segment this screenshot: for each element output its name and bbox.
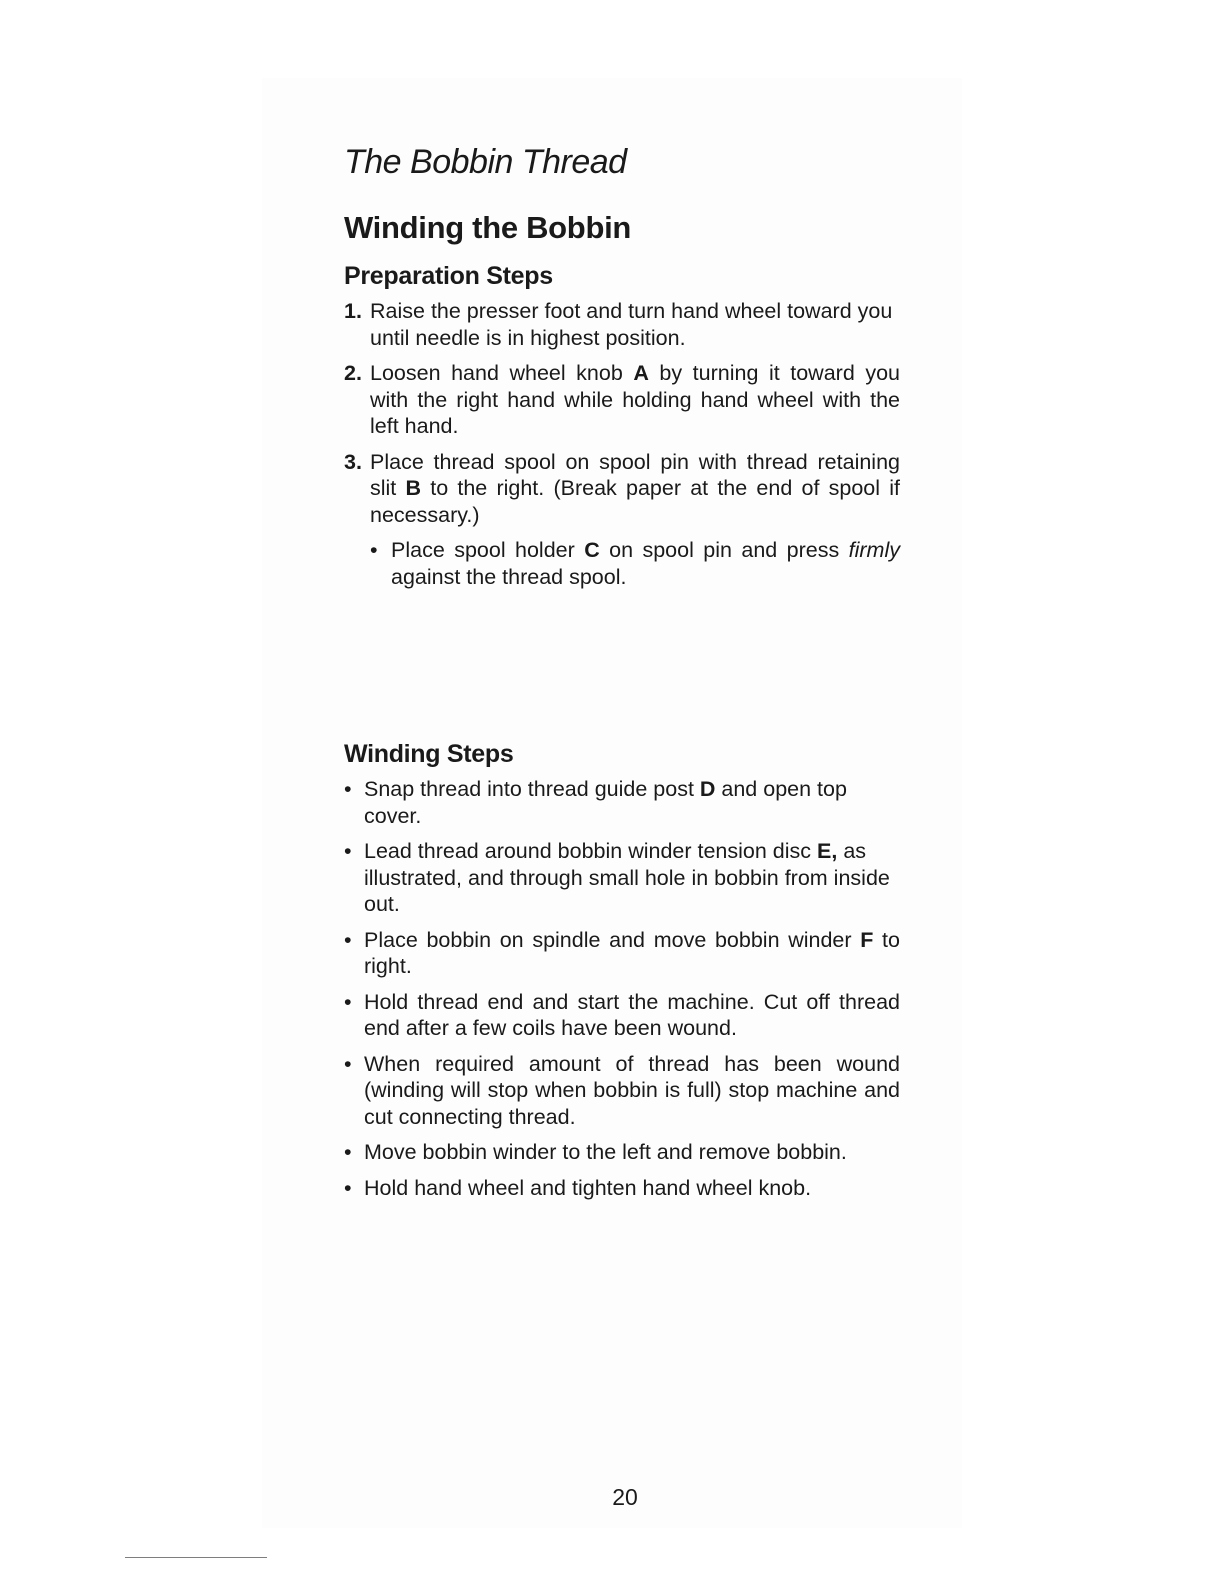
bullet-text: Hold thread end and start the machine. Cut off thread end after a few coils have been wound. — [364, 989, 900, 1040]
bullet-dot: • — [344, 1051, 352, 1076]
part-label: D — [699, 777, 716, 801]
winding-steps-list — [344, 776, 900, 1201]
step-text: Place thread spool on spool pin with thread retaining slit — [370, 449, 900, 500]
bullet-dot: • — [344, 1140, 352, 1164]
step-text: Loosen hand wheel knob — [370, 361, 634, 385]
step-number: 3. — [344, 449, 362, 474]
bullet-dot: • — [370, 538, 378, 562]
bullet-text: on spool pin and press — [599, 538, 849, 562]
bullet-text: as illustrated, and through small hole in bobbin from inside out. — [364, 839, 890, 916]
bullet-text: Place spool holder — [391, 538, 585, 562]
part-label: A — [633, 361, 649, 385]
bullet-text: Move bobbin winder to the left and remove bobbin. — [364, 1140, 847, 1164]
bullet-dot: • — [344, 927, 352, 952]
preparation-steps-list — [344, 298, 900, 528]
bullet-dot: • — [344, 989, 352, 1014]
step-text: to the right. (Break paper at the end of spool if necessary.) — [370, 476, 900, 527]
bullet-text: against the thread spool. — [391, 564, 627, 589]
winding-step — [344, 776, 900, 829]
winding-step — [344, 1051, 900, 1131]
page-number: 20 — [612, 1484, 638, 1510]
bullet-text: When required amount of thread has been wound (winding will stop when bobbin is full) stop machine and cut connecting thread. — [364, 1051, 900, 1129]
preparation-step — [344, 360, 900, 440]
preparation-step — [344, 298, 900, 351]
winding-step — [344, 1175, 900, 1202]
bullet-dot: • — [344, 1175, 352, 1200]
preparation-sub-bullet — [344, 537, 900, 590]
part-label: E, — [817, 839, 838, 863]
step-text: Raise the presser foot and turn hand wheel toward you until needle is in highest position. — [370, 299, 893, 350]
main-heading: Winding the Bobbin — [344, 210, 632, 245]
emphasis-text: firmly — [848, 538, 900, 562]
step-text: by turning it toward you with the right hand while holding hand wheel with the left hand. — [370, 361, 900, 438]
manual-page-content — [344, 140, 900, 1210]
bullet-text: and open top cover. — [364, 777, 847, 828]
part-label: B — [405, 476, 422, 500]
step-number: 1. — [344, 299, 362, 323]
winding-step — [344, 838, 900, 918]
winding-steps-heading: Winding Steps — [344, 740, 514, 768]
step-number: 2. — [344, 361, 362, 385]
bullet-text: Place bobbin on spindle and move bobbin winder — [364, 927, 861, 952]
winding-step — [344, 989, 900, 1042]
section-title: The Bobbin Thread — [344, 143, 627, 181]
part-label: F — [860, 927, 874, 952]
preparation-step — [344, 449, 900, 529]
bullet-dot: • — [344, 777, 352, 801]
bullet-text: Hold hand wheel and tighten hand wheel knob. — [364, 1175, 812, 1200]
winding-step — [344, 927, 900, 980]
corner-rule-line — [125, 1557, 267, 1558]
winding-step — [344, 1139, 900, 1166]
bullet-dot: • — [344, 839, 352, 863]
bullet-text: Lead thread around bobbin winder tension disc — [364, 839, 818, 863]
part-label: C — [584, 538, 600, 562]
bullet-text: Snap thread into thread guide post — [364, 777, 700, 801]
preparation-steps-heading: Preparation Steps — [344, 262, 553, 290]
bullet-text: to right. — [364, 927, 900, 978]
